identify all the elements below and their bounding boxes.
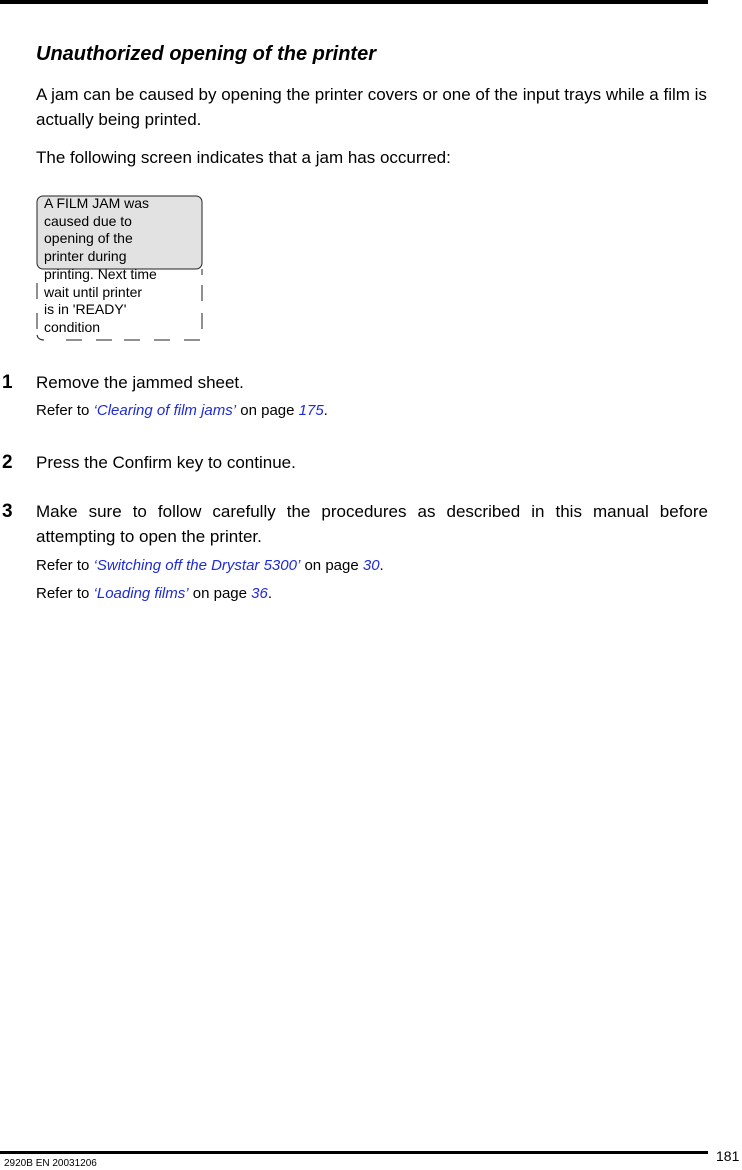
step-number: 3	[2, 501, 13, 522]
intro-paragraph-screen: The following screen indicates that a jam has occurred:	[36, 148, 451, 167]
step-text: Remove the jammed sheet.	[36, 373, 244, 392]
step-reference	[36, 401, 328, 421]
page-number: 181	[716, 1148, 740, 1164]
ref-prefix: Refer to	[36, 585, 94, 602]
step-text: Press the Confirm key to continue.	[36, 453, 296, 472]
intro-paragraph: A jam can be caused by opening the printer covers or one of the input trays while a film is actually being printed.	[36, 85, 707, 129]
step-text: Make sure to follow carefully the procedures as described in this manual before attempting to open the printer.	[36, 502, 708, 546]
ref-middle: on page	[300, 557, 363, 574]
ref-suffix: .	[267, 585, 272, 602]
ref-link[interactable]: ‘Clearing of film jams’	[93, 402, 237, 419]
step-reference	[36, 556, 384, 576]
footer-doc-id: 2920B EN 20031206	[4, 1158, 97, 1169]
ref-page-link[interactable]: 175	[298, 402, 324, 419]
top-rule	[0, 0, 708, 4]
jam-screen	[36, 195, 204, 343]
ref-link[interactable]: ‘Loading films’	[93, 585, 189, 602]
step-number: 1	[2, 372, 13, 393]
section-title: Unauthorized opening of the printer	[36, 43, 376, 65]
ref-middle: on page	[236, 402, 299, 419]
step-number: 2	[2, 452, 13, 473]
ref-suffix: .	[379, 557, 384, 574]
ref-prefix: Refer to	[36, 402, 94, 419]
bottom-rule	[0, 1151, 708, 1154]
ref-suffix: .	[323, 402, 328, 419]
ref-page-link[interactable]: 36	[251, 585, 268, 602]
ref-page-link[interactable]: 30	[362, 557, 380, 574]
ref-middle: on page	[188, 585, 252, 602]
ref-prefix: Refer to	[36, 557, 94, 574]
step-reference	[36, 584, 272, 604]
screen-message: A FILM JAM was caused due to opening of the printer during printing. Next time wait until printer is in 'READY' condition	[44, 195, 157, 335]
ref-link[interactable]: ‘Switching off the Drystar 5300’	[93, 557, 301, 574]
